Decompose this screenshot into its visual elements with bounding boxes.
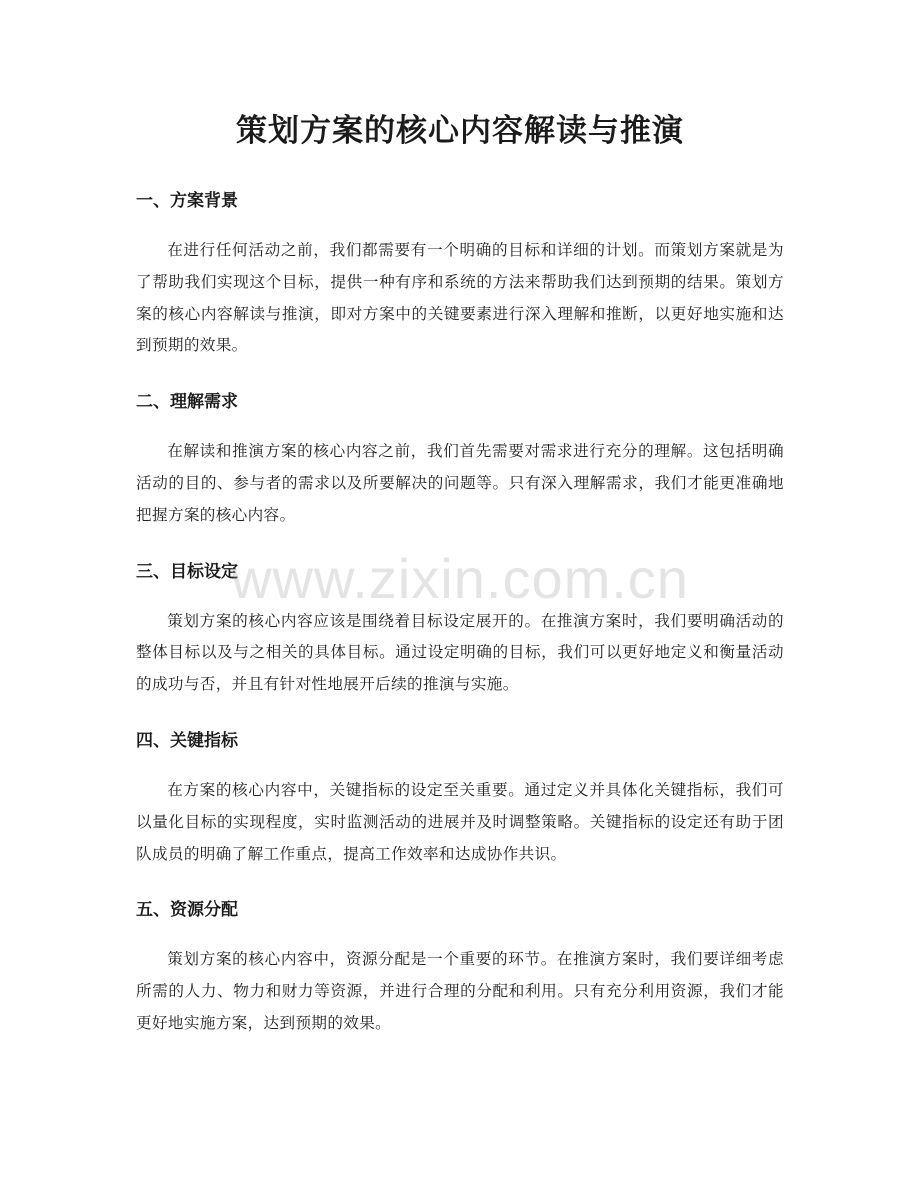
section-background xyxy=(136,186,784,362)
section-heading: 一、方案背景 xyxy=(136,191,238,211)
section-paragraph: 策划方案的核心内容中，资源分配是一个重要的环节。在推演方案时，我们要详细考虑所需的人力、物力和财力等资源，并进行合理的分配和利用。只有充分利用资源，我们才能更好地实施方案，达到预期的效果。 xyxy=(136,950,784,1032)
section-goal-setting xyxy=(136,557,784,701)
section-paragraph: 在进行任何活动之前，我们都需要有一个明确的目标和详细的计划。而策划方案就是为了帮助我们实现这个目标，提供一种有序和系统的方法来帮助我们达到预期的结果。策划方案的核心内容解读与推演，即对方案中的关键要素进行深入理解和推断，以更好地实施和达到预期的效果。 xyxy=(136,241,784,355)
section-paragraph: 策划方案的核心内容应该是围绕着目标设定展开的。在推演方案时，我们要明确活动的整体目标以及与之相关的具体目标。通过设定明确的目标，我们可以更好地定义和衡量活动的成功与否，并且有针对性地展开后续的推演与实施。 xyxy=(136,611,784,694)
section-heading: 二、理解需求 xyxy=(136,392,238,413)
section-heading: 五、资源分配 xyxy=(136,900,238,921)
section-paragraph: 在解读和推演方案的核心内容之前，我们首先需要对需求进行充分的理解。这包括明确活动的目的、参与者的需求以及所要解决的问题等。只有深入理解需求，我们才能更准确地把握方案的核心内容。 xyxy=(136,442,784,524)
section-paragraph: 在方案的核心内容中，关键指标的设定至关重要。通过定义并具体化关键指标，我们可以量化目标的实现程度，实时监测活动的进展并及时调整策略。关键指标的设定还有助于团队成员的明确了解工作重点，提高工作效率和达成协作共识。 xyxy=(136,780,784,863)
section-heading: 三、目标设定 xyxy=(136,561,238,582)
section-resource-allocation xyxy=(136,895,784,1039)
section-key-indicators xyxy=(136,726,784,870)
watermark: www.zixin.com.cn xyxy=(231,547,689,610)
page-title: 策划方案的核心内容解读与推演 xyxy=(236,113,684,149)
document-body xyxy=(136,186,784,1065)
section-heading: 四、关键指标 xyxy=(136,730,238,751)
section-understand-needs xyxy=(136,387,784,531)
